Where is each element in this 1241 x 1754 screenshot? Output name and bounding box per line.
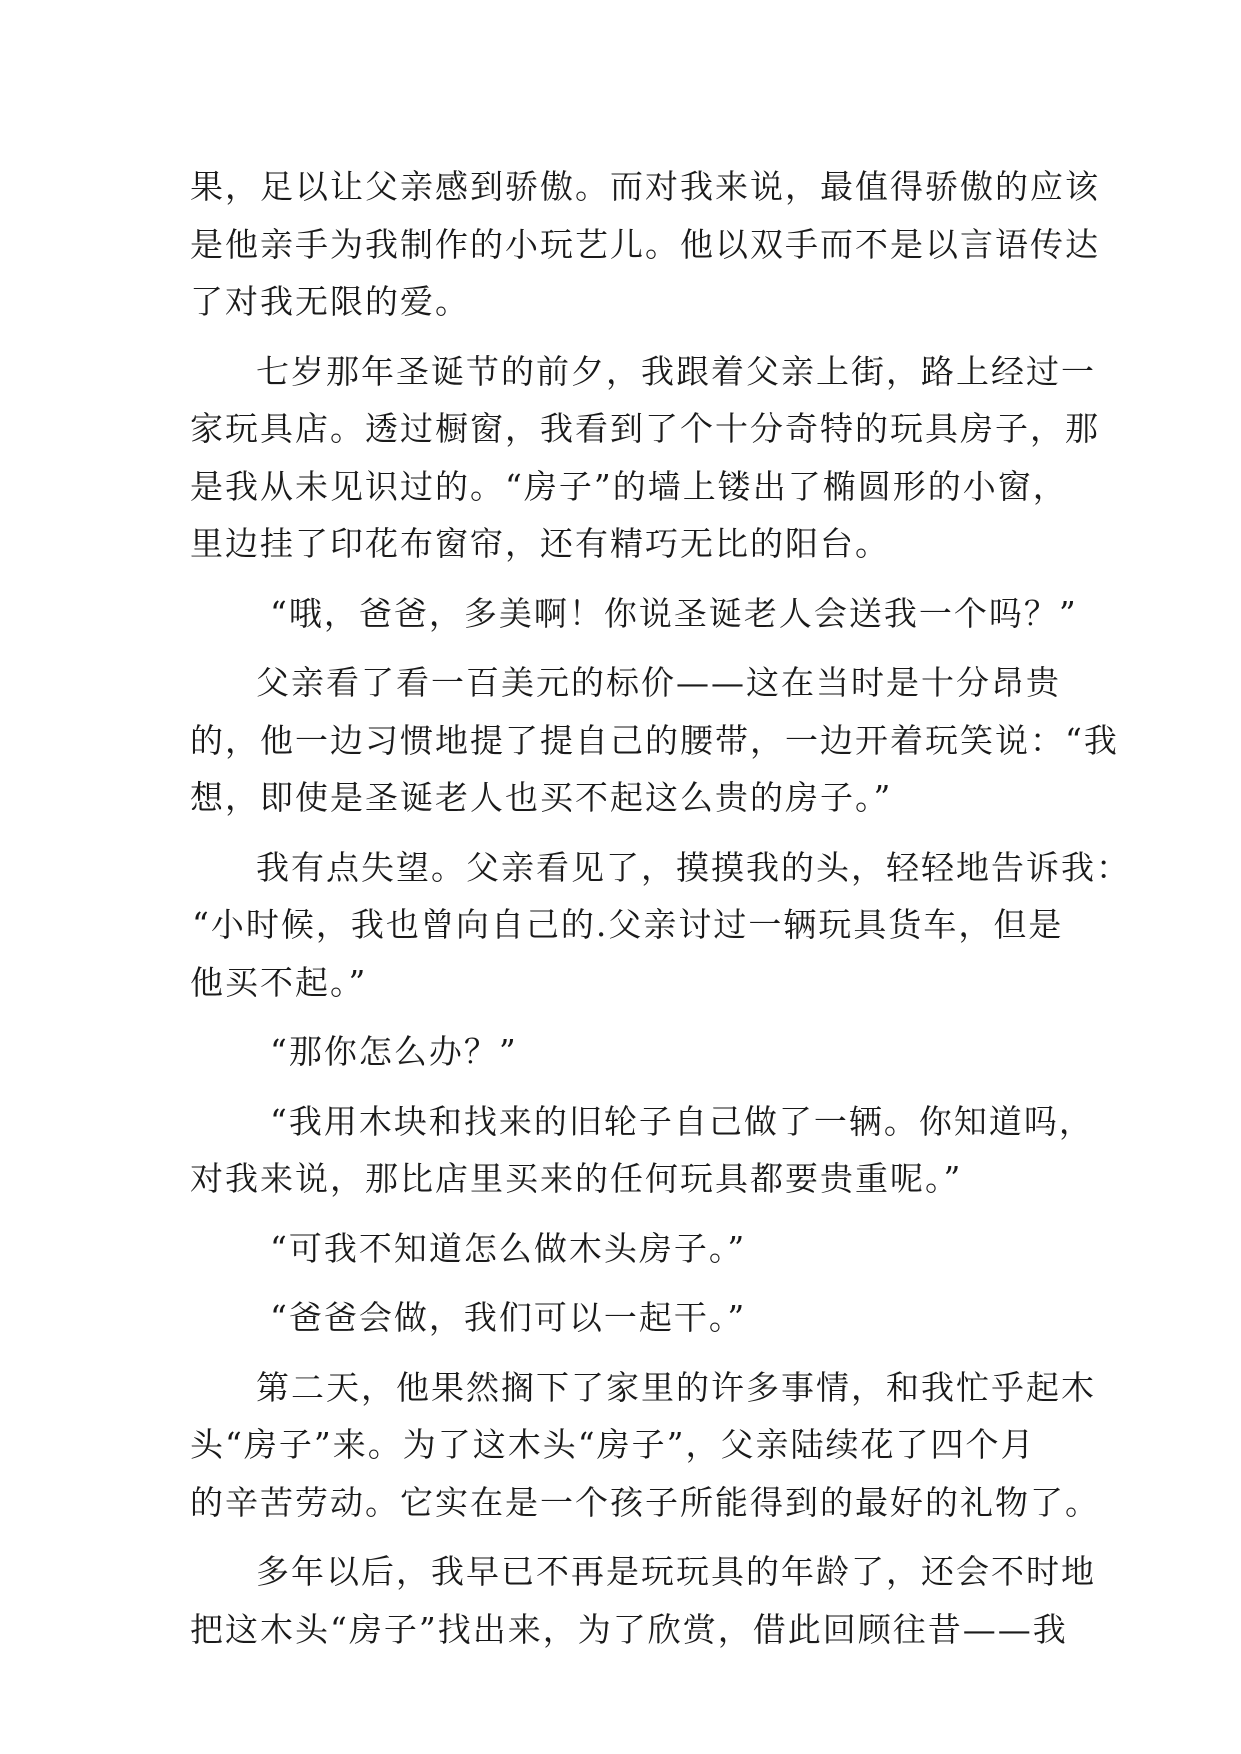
text-line-21: 头“房子”来。为了这木头“房子”，父亲陆续花了四个月 bbox=[190, 1425, 1036, 1464]
text-line-24: 把这木头“房子”找出来，为了欣赏，借此回顾往昔——我 bbox=[190, 1609, 1068, 1649]
text-line-9: 父亲看了看一百美元的标价——这在当时是十分昂贵 bbox=[256, 663, 1061, 702]
text-line-11: 想，即使是圣诞老人也买不起这么贵的房子。” bbox=[190, 778, 893, 817]
text-line-13: “小时候，我也曾向自己的.父亲讨过一辆玩具货车，但是 bbox=[192, 905, 1064, 944]
text-line-3: 了对我无限的爱。 bbox=[190, 282, 470, 321]
text-line-1: 果，足以让父亲感到骄傲。而对我来说，最值得骄傲的应该 bbox=[190, 167, 1100, 206]
text-line-12: 我有点失望。父亲看见了，摸摸我的头，轻轻地告诉我： bbox=[256, 847, 1131, 887]
text-line-7: 里边挂了印花布窗帘，还有精巧无比的阳台。 bbox=[190, 524, 890, 563]
text-line-18: “可我不知道怎么做木头房子。” bbox=[270, 1228, 747, 1268]
text-line-23: 多年以后，我早已不再是玩玩具的年龄了，还会不时地 bbox=[256, 1552, 1096, 1591]
text-line-16: “我用木块和找来的旧轮子自己做了一辆。你知道吗， bbox=[270, 1101, 1094, 1141]
text-line-20: 第二天，他果然搁下了家里的许多事情，和我忙乎起木 bbox=[256, 1367, 1096, 1407]
text-line-22: 的辛苦劳动。它实在是一个孩子所能得到的最好的礼物了。 bbox=[190, 1482, 1100, 1522]
text-line-8: “哦，爸爸，多美啊！你说圣诞老人会送我一个吗？” bbox=[270, 593, 1078, 633]
text-line-4: 七岁那年圣诞节的前夕，我跟着父亲上街，路上经过一 bbox=[256, 351, 1096, 391]
text-line-10: 的，他一边习惯地提了提自己的腰带，一边开着玩笑说：“我 bbox=[190, 720, 1119, 760]
text-line-2: 是他亲手为我制作的小玩艺儿。他以双手而不是以言语传达 bbox=[190, 224, 1100, 264]
text-line-17: 对我来说，那比店里买来的任何玩具都要贵重呢。” bbox=[190, 1159, 963, 1198]
text-line-14: 他买不起。” bbox=[190, 962, 368, 1002]
text-line-6: 是我从未见识过的。“房子”的墙上镂出了椭圆形的小窗， bbox=[190, 466, 1068, 506]
text-line-15: “那你怎么办？” bbox=[270, 1032, 518, 1071]
text-line-19: “爸爸会做，我们可以一起干。” bbox=[270, 1298, 747, 1337]
text-line-5: 家玩具店。透过橱窗，我看到了个十分奇特的玩具房子，那 bbox=[190, 409, 1100, 448]
body-text bbox=[190, 158, 1131, 1658]
